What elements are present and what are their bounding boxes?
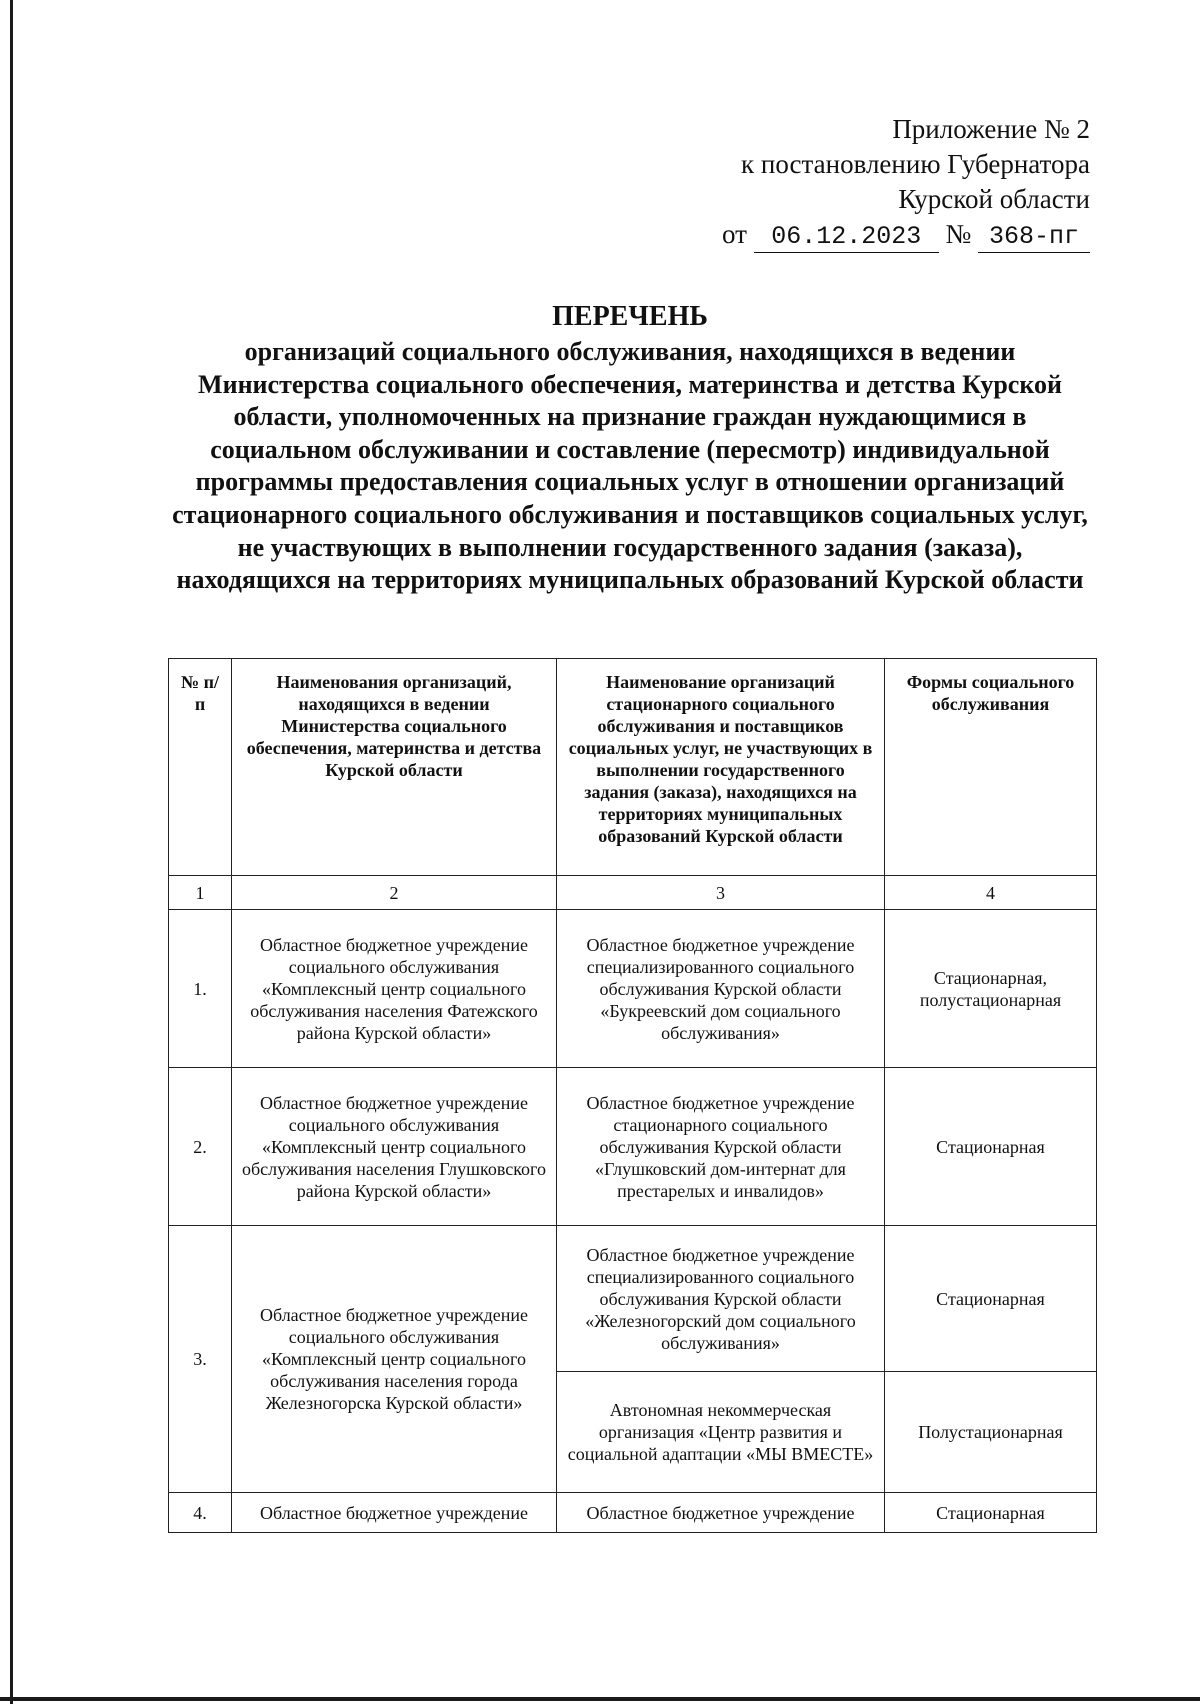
- service-provider: Областное бюджетное учреждение: [557, 1493, 885, 1533]
- header-service-providers: Наименование организаций стационарного социального обслуживания и поставщиков социальных услуг, не участвующих в выполнении государственного задания (заказа), находящихся на территориях муниципальных образований Курской области: [557, 659, 885, 876]
- number-prefix: №: [945, 219, 972, 249]
- service-form: Стационарная, полустационарная: [885, 910, 1097, 1068]
- service-provider: Областное бюджетное учреждение специализированного социального обслуживания Курской области «Железногорский дом социального обслуживания»: [557, 1226, 885, 1372]
- column-number: 1: [169, 876, 232, 910]
- service-provider: Автономная некоммерческая организация «Центр развития и социальной адаптации «МЫ ВМЕСТЕ»: [557, 1372, 885, 1493]
- column-number: 2: [232, 876, 557, 910]
- ministry-organization: Областное бюджетное учреждение социального обслуживания «Комплексный центр социального обслуживания населения Глушковского района Курской области»: [232, 1068, 557, 1226]
- appendix-region: Курской области: [898, 184, 1090, 214]
- service-provider: Областное бюджетное учреждение специализированного социального обслуживания Курской области «Букреевский дом социального обслуживания»: [557, 910, 885, 1068]
- appendix-header: [700, 112, 1090, 253]
- column-number: 4: [885, 876, 1097, 910]
- table-row: [169, 910, 1097, 1068]
- table-row: [169, 1068, 1097, 1226]
- document-title: [160, 300, 1100, 597]
- service-form: Стационарная: [885, 1493, 1097, 1533]
- appendix-reference: к постановлению Губернатора: [741, 149, 1090, 179]
- scan-edge-bottom: [0, 1697, 1200, 1701]
- row-number: 1.: [169, 910, 232, 1068]
- table-row: [169, 1493, 1097, 1533]
- header-number: № п/п: [169, 659, 232, 876]
- organizations-table: [168, 658, 1097, 1533]
- row-number: 3.: [169, 1226, 232, 1493]
- header-ministry-organizations: Наименования организаций, находящихся в ведении Министерства социального обеспечения, материнства и детства Курской области: [232, 659, 557, 876]
- column-number-row: [169, 876, 1097, 910]
- scan-edge-left: [10, 0, 13, 1704]
- title-main: ПЕРЕЧЕНЬ: [552, 301, 708, 332]
- decree-date: 06.12.2023: [754, 222, 939, 253]
- ministry-organization: Областное бюджетное учреждение социального обслуживания «Комплексный центр социального обслуживания населения города Железногорска Курской области»: [232, 1226, 557, 1493]
- column-number: 3: [557, 876, 885, 910]
- row-number: 4.: [169, 1493, 232, 1533]
- row-number: 2.: [169, 1068, 232, 1226]
- service-form: Полустационарная: [885, 1372, 1097, 1493]
- table-row: [169, 1226, 1097, 1372]
- appendix-number: Приложение № 2: [892, 114, 1090, 144]
- service-form: Стационарная: [885, 1226, 1097, 1372]
- ministry-organization: Областное бюджетное учреждение: [232, 1493, 557, 1533]
- ministry-organization: Областное бюджетное учреждение социального обслуживания «Комплексный центр социального обслуживания населения Фатежского района Курской области»: [232, 910, 557, 1068]
- header-service-forms: Формы социального обслуживания: [885, 659, 1097, 876]
- appendix-date-number: [700, 217, 1090, 253]
- title-subtitle: организаций социального обслуживания, находящихся в ведении Министерства социального обеспечения, материнства и детства Курской области, уполномоченных на признание граждан нуждающимися в социальном обслуживании и составление (пересмотр) индивидуальной программы предоставления социальных услуг в отношении организаций стационарного социального обслуживания и поставщиков социальных услуг, не участвующих в выполнении государственного задания (заказа), находящихся на территориях муниципальных образований Курской области: [172, 337, 1088, 595]
- service-form: Стационарная: [885, 1068, 1097, 1226]
- decree-number: 368-пг: [978, 222, 1090, 253]
- date-prefix: от: [722, 219, 747, 249]
- table-header-row: [169, 659, 1097, 876]
- service-provider: Областное бюджетное учреждение стационарного социального обслуживания Курской области «Глушковский дом-интернат для престарелых и инвалидов»: [557, 1068, 885, 1226]
